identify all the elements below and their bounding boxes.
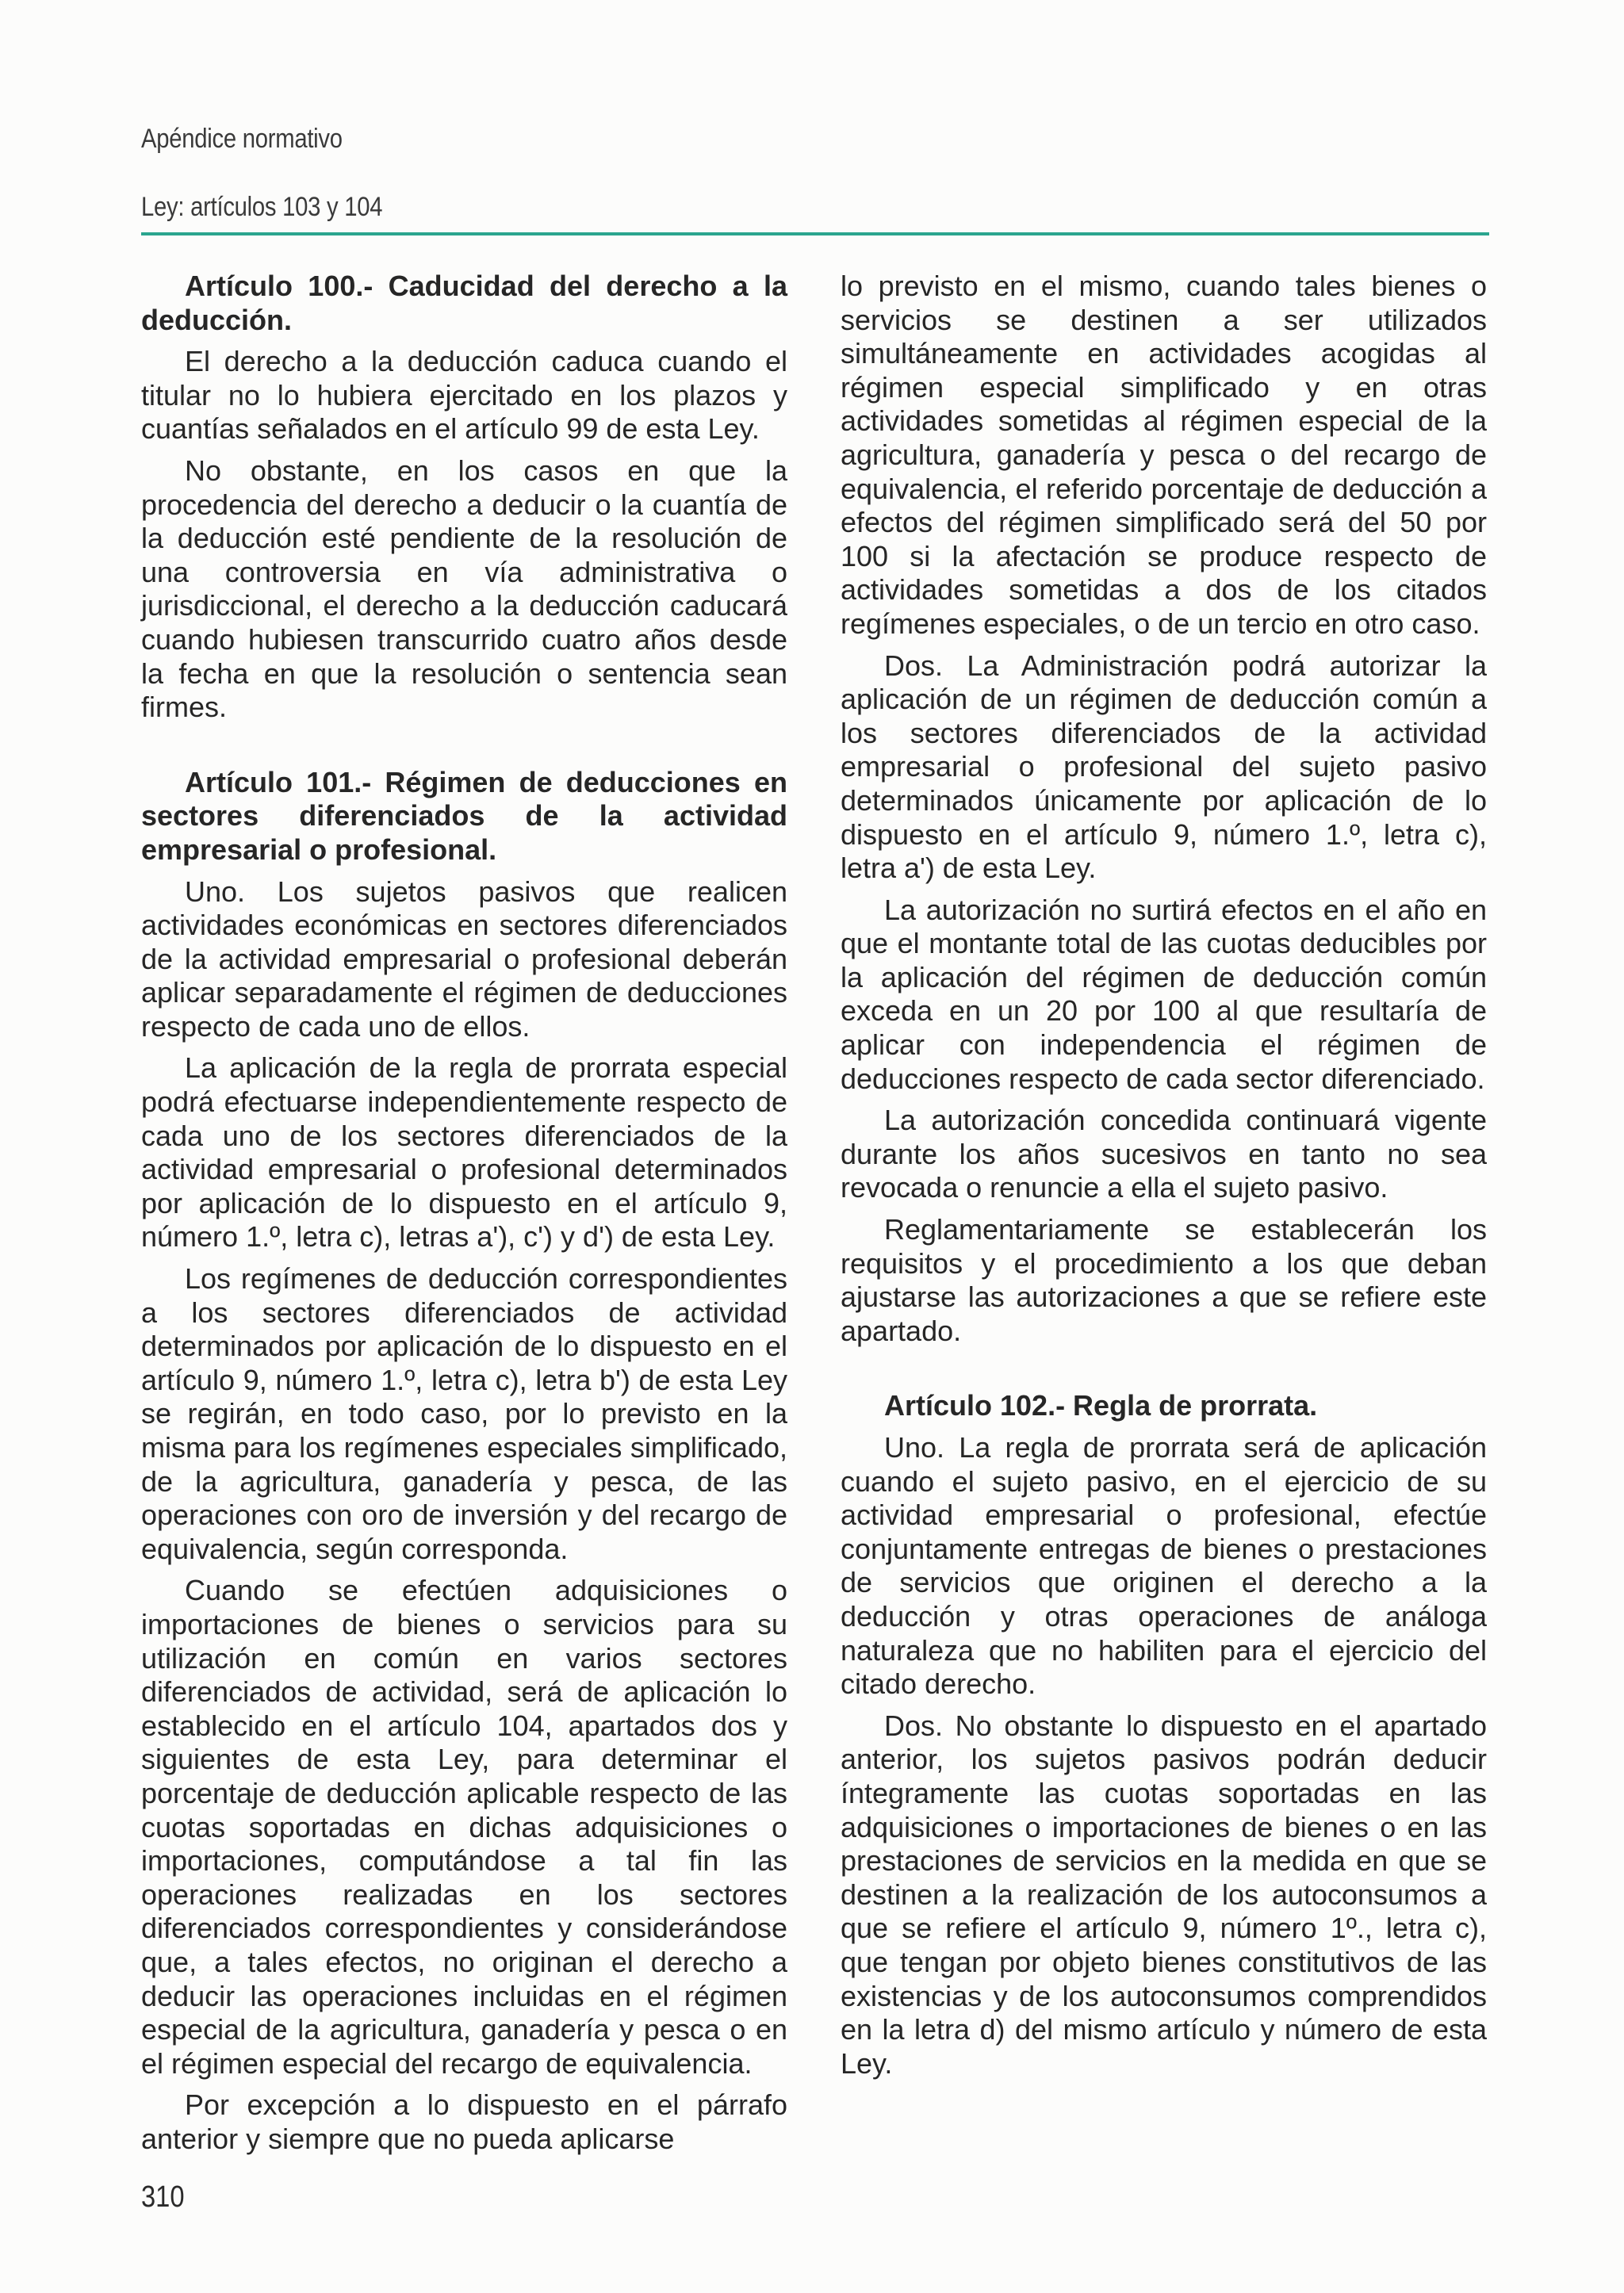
running-header-section: Apéndice normativo [141,124,343,154]
article-101-paragraph-2: La aplicación de la regla de prorrata especial podrá efectuarse independientemente respecto de cada uno de los sectores diferenciados de la actividad empresarial o profesional determinados por aplicación de lo dispuesto en el artículo 9, número 1.º, letra c), letras a'), c') y d') de esta Ley. [141,1051,787,1254]
article-100-title: Artículo 100.- Caducidad del derecho a la deducción. [141,270,787,336]
article-100-paragraph-1: El derecho a la deducción caduca cuando el titular no lo hubiera ejercitado en los plazos y cuantías señalados en el artículo 99 de esta Ley. [141,345,787,446]
header-divider [141,232,1489,235]
article-101-section-dos: Dos. La Administración podrá autorizar la aplicación de un régimen de deducción común a los sectores diferenciados de la actividad empresarial o profesional del sujeto pasivo determinados únicamente por aplicación de lo dispuesto en el artículo 9, número 1.º, letra c), letra a') de esta Ley. [841,649,1487,885]
article-100-paragraph-2: No obstante, en los casos en que la procedencia del derecho a deducir o la cuantía de la deducción esté pendiente de la resolución de una controversia en vía administrativa o jurisdiccional, el derecho a la deducción caducará cuando hubiesen transcurrido cuatro años desde la fecha en que la resolución o sentencia sean firmes. [141,454,787,724]
article-101-paragraph-4: Cuando se efectúen adquisiciones o importaciones de bienes o servicios para su utilización en común en varios sectores diferenciados de actividad, será de aplicación lo establecido en el artículo 104, apartados dos y siguientes de esta Ley, para determinar el porcentaje de deducción aplicable respecto de las cuotas soportadas en dichas adquisiciones o importaciones, computándose a tal fin las operaciones realizadas en los sectores diferenciados correspondientes y considerándose que, a tales efectos, no originan el derecho a deducir las operaciones incluidas en el régimen especial de la agricultura, ganadería y pesca o en el régimen especial del recargo de equivalencia. [141,1574,787,2080]
article-102-section-dos: Dos. No obstante lo dispuesto en el apartado anterior, los sujetos pasivos podrán deducir íntegramente las cuotas soportadas en las adquisiciones o importaciones de bienes o en las prestaciones de servicios en la medida en que se destinen a la realización de los autoconsumos a que se refiere el artículo 9, número 1º., letra c), que tengan por objeto bienes constitutivos de las existencias y de los autoconsumos comprendidos en la letra d) del mismo artículo y número de esta Ley. [841,1709,1487,2080]
article-101-section-dos-paragraph-4: Reglamentariamente se establecerán los requisitos y el procedimiento a los que deban ajustarse las autorizaciones a que se refiere este apartado. [841,1213,1487,1347]
article-101-paragraph-1: Uno. Los sujetos pasivos que realicen actividades económicas en sectores diferenciados de la actividad empresarial o profesional deberán aplicar separadamente el régimen de deducciones respecto de cada uno de ellos. [141,875,787,1043]
article-102-title: Artículo 102.- Regla de prorrata. [884,1389,1318,1422]
article-101-paragraph-3: Los regímenes de deducción correspondientes a los sectores diferenciados de actividad determinados por aplicación de lo dispuesto en el artículo 9, número 1.º, letra c), letra b') de esta Ley se regirán, en todo caso, por lo previsto en la misma para los regímenes especiales simplificado, de la agricultura, ganadería y pesca, de las operaciones con oro de inversión y del recargo de equivalencia, según corresponda. [141,1262,787,1565]
article-101-section-dos-paragraph-3: La autorización concedida continuará vigente durante los años sucesivos en tanto no sea revocada o renuncie a ella el sujeto pasivo. [841,1104,1487,1204]
article-101-paragraph-5: Por excepción a lo dispuesto en el párrafo anterior y siempre que no pueda aplicarse [141,2088,787,2155]
left-column [141,270,787,2164]
article-102-section-uno: Uno. La regla de prorrata será de aplicación cuando el sujeto pasivo, en el ejercicio de su actividad empresarial o profesional, efectúe conjuntamente entregas de bienes o prestaciones de servicios que originen el derecho a la deducción y otras operaciones de análoga naturaleza que no habiliten para el ejercicio del citado derecho. [841,1431,1487,1701]
page-number: 310 [141,2180,185,2214]
article-101-paragraph-5-continued: lo previsto en el mismo, cuando tales bienes o servicios se destinen a ser utilizados simultáneamente en actividades acogidas al régimen especial simplificado y en otras actividades sometidas al régimen especial de la agricultura, ganadería y pesca o del recargo de equivalencia, el referido porcentaje de deducción a efectos del régimen simplificado será del 50 por 100 si la afectación se produce respecto de actividades sometidas a dos de los citados regímenes especiales, o de un tercio en otro caso. [841,270,1487,640]
right-column [841,270,1487,2088]
running-header-subsection: Ley: artículos 103 y 104 [141,192,383,222]
article-101-section-dos-paragraph-2: La autorización no surtirá efectos en el año en que el montante total de las cuotas deducibles por la aplicación del régimen de deducción común exceda en un 20 por 100 al que resultaría de aplicar con independencia el régimen de deducciones respecto de cada sector diferenciado. [841,893,1487,1095]
article-101-title: Artículo 101.- Régimen de deducciones en sectores diferenciados de la actividad empresarial o profesional. [141,765,787,866]
